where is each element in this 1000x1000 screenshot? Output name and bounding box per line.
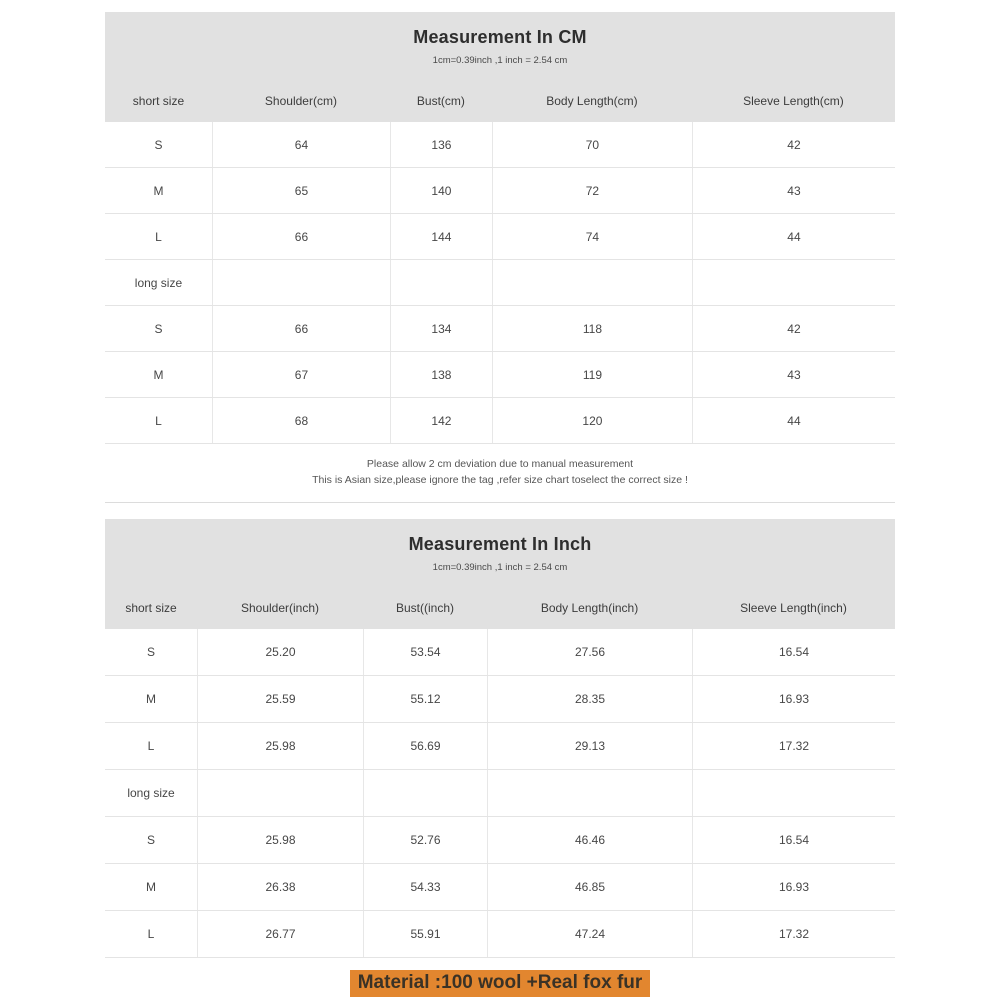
- note-asian-size: This is Asian size,please ignore the tag ,refer size chart toselect the correct size !: [312, 474, 688, 486]
- measurement-value-cell: 136: [390, 122, 492, 167]
- measurement-value-cell: 64: [212, 122, 390, 167]
- measurement-cm-table: [105, 12, 895, 444]
- measurement-value-cell: 142: [390, 398, 492, 443]
- material-line: [105, 970, 895, 997]
- column-header: Sleeve Length(cm): [743, 94, 844, 108]
- measurement-value-cell: 140: [390, 168, 492, 213]
- measurement-value-cell: 16.93: [692, 864, 895, 910]
- size-label-cell: S: [154, 137, 163, 152]
- measurement-value-cell: 67: [212, 352, 390, 397]
- measurement-value-cell: 52.76: [363, 817, 487, 863]
- size-label-cell: S: [154, 321, 163, 336]
- measurement-value-cell: 120: [492, 398, 692, 443]
- measurement-value-cell: 72: [492, 168, 692, 213]
- cm-table-header-band: [105, 12, 895, 122]
- measurement-value-cell: [212, 260, 390, 305]
- inch-table-subtitle: 1cm=0.39inch ,1 inch = 2.54 cm: [432, 562, 568, 573]
- size-chart-sheet: [105, 0, 895, 997]
- column-header: Shoulder(inch): [240, 601, 320, 615]
- size-label-cell: L: [155, 229, 162, 244]
- size-label-cell: M: [146, 880, 157, 894]
- measurement-value-cell: 66: [212, 214, 390, 259]
- measurement-value-cell: 134: [390, 306, 492, 351]
- column-header: Body Length(cm): [546, 94, 638, 108]
- table-row: [105, 260, 895, 306]
- measurement-value-cell: 27.56: [487, 629, 692, 675]
- measurement-value-cell: 25.59: [197, 676, 363, 722]
- measurement-value-cell: 26.77: [197, 911, 363, 957]
- measurement-value-cell: [492, 260, 692, 305]
- measurement-inch-table: [105, 519, 895, 958]
- size-label-cell: L: [155, 413, 162, 428]
- table-row: [105, 770, 895, 817]
- measurement-value-cell: 55.91: [363, 911, 487, 957]
- table-row: [105, 911, 895, 958]
- note-deviation: Please allow 2 cm deviation due to manual measurement: [366, 458, 634, 470]
- measurement-value-cell: 26.38: [197, 864, 363, 910]
- measurement-value-cell: 25.98: [197, 817, 363, 863]
- measurement-value-cell: 56.69: [363, 723, 487, 769]
- material-highlight: Material :100 wool +Real fox fur: [350, 970, 651, 997]
- measurement-value-cell: 28.35: [487, 676, 692, 722]
- size-label-cell: S: [147, 645, 156, 659]
- measurement-value-cell: 29.13: [487, 723, 692, 769]
- measurement-value-cell: 46.46: [487, 817, 692, 863]
- measurement-value-cell: 74: [492, 214, 692, 259]
- column-header: Shoulder(cm): [264, 94, 337, 108]
- measurement-value-cell: [487, 770, 692, 816]
- measurement-value-cell: 17.32: [692, 911, 895, 957]
- size-label-cell: L: [147, 739, 155, 753]
- table-row: [105, 352, 895, 398]
- measurement-value-cell: [692, 260, 895, 305]
- size-label-cell: S: [147, 833, 156, 847]
- measurement-value-cell: 17.32: [692, 723, 895, 769]
- measurement-value-cell: 70: [492, 122, 692, 167]
- column-header: Bust((inch): [396, 601, 455, 615]
- measurement-value-cell: 16.54: [692, 629, 895, 675]
- inch-table-column-headers: [105, 601, 895, 629]
- column-header: short size: [132, 94, 185, 108]
- measurement-value-cell: 46.85: [487, 864, 692, 910]
- measurement-value-cell: 43: [692, 352, 895, 397]
- cm-table-column-headers: [105, 94, 895, 122]
- table-row: [105, 629, 895, 676]
- measurement-value-cell: 118: [492, 306, 692, 351]
- measurement-value-cell: 25.98: [197, 723, 363, 769]
- column-header: Sleeve Length(inch): [740, 601, 847, 615]
- table-row: [105, 214, 895, 260]
- measurement-value-cell: 138: [390, 352, 492, 397]
- measurement-value-cell: 54.33: [363, 864, 487, 910]
- column-header: Bust(cm): [416, 94, 465, 108]
- measurement-value-cell: [390, 260, 492, 305]
- size-label-cell: M: [153, 367, 164, 382]
- size-label-cell: M: [146, 692, 157, 706]
- measurement-value-cell: [197, 770, 363, 816]
- table-row: [105, 122, 895, 168]
- measurement-value-cell: 43: [692, 168, 895, 213]
- measurement-value-cell: 42: [692, 306, 895, 351]
- inch-table-title: Measurement In Inch: [408, 534, 592, 554]
- table-row: [105, 398, 895, 444]
- measurement-value-cell: 65: [212, 168, 390, 213]
- measurement-value-cell: 42: [692, 122, 895, 167]
- size-label-cell: L: [147, 927, 155, 941]
- measurement-value-cell: [692, 770, 895, 816]
- measurement-value-cell: 55.12: [363, 676, 487, 722]
- table-row: [105, 168, 895, 214]
- measurement-value-cell: 144: [390, 214, 492, 259]
- size-label-cell: long size: [134, 275, 183, 290]
- cm-table-body: [105, 122, 895, 444]
- table-row: [105, 676, 895, 723]
- size-label-cell: long size: [127, 786, 175, 800]
- measurement-value-cell: 16.93: [692, 676, 895, 722]
- measurement-value-cell: 47.24: [487, 911, 692, 957]
- size-label-cell: M: [153, 183, 164, 198]
- table-row: [105, 723, 895, 770]
- measurement-value-cell: 44: [692, 214, 895, 259]
- inch-table-body: [105, 629, 895, 958]
- cm-table-title: Measurement In CM: [413, 27, 587, 47]
- cm-table-subtitle: 1cm=0.39inch ,1 inch = 2.54 cm: [432, 55, 568, 66]
- table-row: [105, 306, 895, 352]
- measurement-value-cell: 66: [212, 306, 390, 351]
- table-row: [105, 817, 895, 864]
- measurement-value-cell: 68: [212, 398, 390, 443]
- measurement-value-cell: 53.54: [363, 629, 487, 675]
- column-header: short size: [125, 601, 177, 615]
- inch-table-header-band: [105, 519, 895, 629]
- measurement-value-cell: 119: [492, 352, 692, 397]
- measurement-value-cell: 16.54: [692, 817, 895, 863]
- measurement-value-cell: [363, 770, 487, 816]
- measurement-notes: [105, 444, 895, 503]
- measurement-value-cell: 25.20: [197, 629, 363, 675]
- column-header: Body Length(inch): [540, 601, 639, 615]
- measurement-value-cell: 44: [692, 398, 895, 443]
- table-row: [105, 864, 895, 911]
